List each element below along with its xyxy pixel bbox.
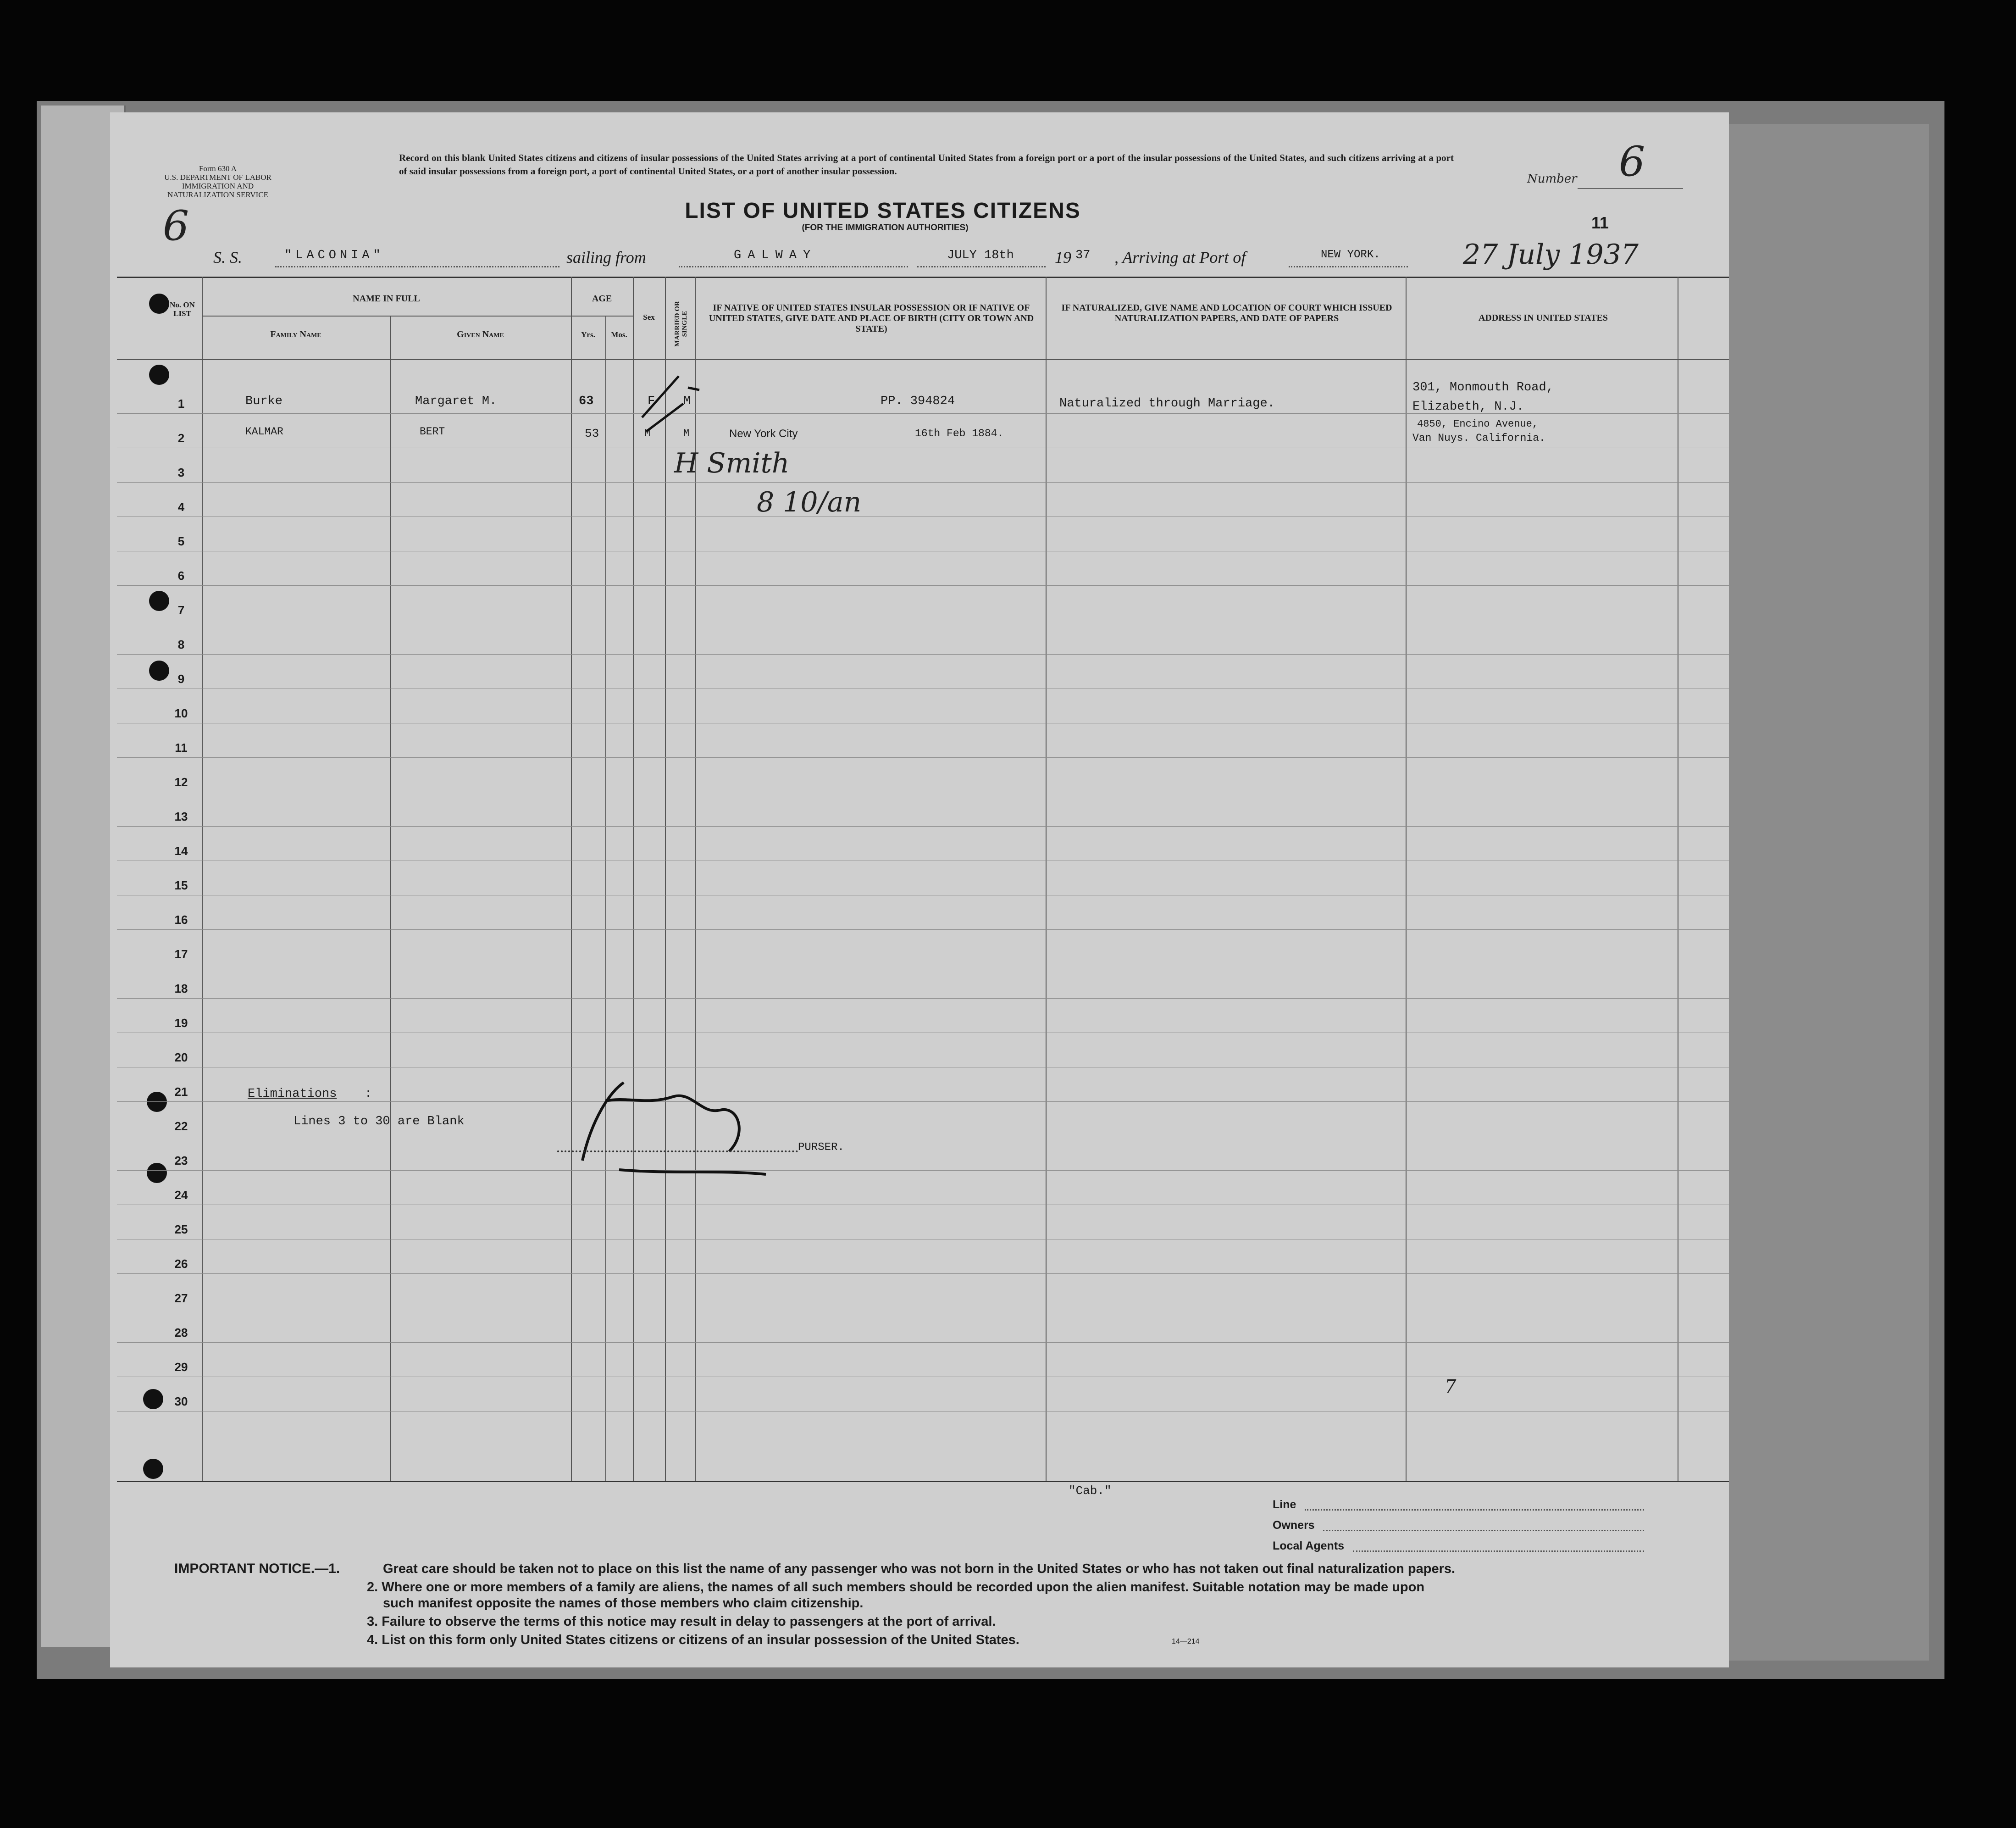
handwritten-mark: 7 (1445, 1376, 1457, 1397)
col-header-naturalized: IF NATURALIZED, GIVE NAME AND LOCATION OF COURT WHICH ISSUED NATURALIZATION PAPERS, AND DATE OF PAPERS (1061, 303, 1392, 323)
row-number: 26 (174, 1257, 188, 1271)
row-number: 11 (175, 741, 188, 755)
row-number: 18 (174, 982, 188, 995)
entry-2-sex: M (644, 428, 651, 439)
col-divider (665, 277, 666, 1481)
eliminations-text: Lines 3 to 30 are Blank (294, 1115, 465, 1128)
col-divider (1046, 277, 1047, 1481)
line-field (1305, 1509, 1644, 1511)
entry-2-age: 53 (585, 427, 599, 440)
page-title: LIST OF UNITED STATES CITIZENS (685, 199, 1081, 223)
row-rule (117, 1273, 1729, 1274)
entry-1-address-line1: 301, Monmouth Road, (1412, 381, 1554, 394)
col-header-native: IF NATIVE OF UNITED STATES INSULAR POSSESSION OR IF NATIVE OF UNITED STATES, GIVE DATE AND PLACE OF BIRTH (CITY OR TOWN AND STATE) (709, 303, 1034, 334)
ship-name: "LACONIA" (284, 249, 384, 262)
arriving-label: , Arriving at Port of (1114, 248, 1246, 267)
row-number: 25 (174, 1222, 188, 1236)
stamp-mark: 11 (1591, 213, 1609, 232)
row-rule (117, 585, 1729, 586)
col-header-family: Family Name (270, 329, 321, 339)
footer-code: 14—214 (1172, 1638, 1200, 1645)
row-rule (117, 1101, 1729, 1102)
row-number: 7 (177, 603, 185, 617)
local-agents-label: Local Agents (1273, 1539, 1345, 1552)
age-header-divider (571, 316, 633, 317)
col-divider (633, 277, 634, 1481)
col-divider (571, 277, 572, 1481)
row-rule (117, 757, 1729, 758)
ss-label: S. S. (213, 248, 242, 267)
entry-2-address-line2: Van Nuys. California. (1412, 432, 1545, 444)
entry-2-family-name: KALMAR (245, 426, 283, 438)
purser-label: PURSER. (798, 1141, 844, 1154)
entry-1-married: M (683, 394, 691, 408)
row-rule (117, 1170, 1729, 1171)
row-number: 28 (174, 1326, 188, 1339)
purser-signature (555, 1064, 784, 1183)
punch-hole (149, 365, 169, 385)
row-number: 2 (177, 431, 185, 445)
row-number: 20 (174, 1050, 188, 1064)
name-header-divider (202, 316, 608, 317)
row-number: 1 (177, 397, 185, 411)
number-value: 6 (1619, 138, 1645, 186)
row-number: 19 (174, 1016, 188, 1030)
row-number: 6 (177, 569, 185, 583)
page-subtitle: (FOR THE IMMIGRATION AUTHORITIES) (802, 223, 969, 233)
col-header-yrs: Yrs. (581, 330, 595, 339)
local-agents-field (1353, 1550, 1644, 1552)
header-bottom-border (117, 359, 1729, 360)
row-rule (117, 998, 1729, 999)
number-label: Number (1527, 172, 1577, 186)
owners-field (1323, 1530, 1644, 1531)
punch-hole (143, 1459, 163, 1479)
entry-1-naturalization: Naturalized through Marriage. (1059, 397, 1275, 411)
handwritten-annotation: 8 10/an (757, 486, 862, 518)
row-number: 12 (174, 775, 188, 789)
manifest-page (110, 112, 1729, 1667)
entry-1-address-line2: Elizabeth, N.J. (1412, 400, 1524, 414)
col-header-age: AGE (592, 294, 612, 304)
row-number: 17 (174, 947, 188, 961)
notice-item-3: 3. Failure to observe the terms of this notice may result in delay to passengers at the port of arrival. (367, 1614, 996, 1629)
row-number: 14 (174, 844, 188, 858)
year-suffix: 37 (1075, 249, 1091, 262)
col-header-address: ADDRESS IN UNITED STATES (1478, 313, 1608, 323)
notice-item-4: 4. List on this form only United States citizens or citizens of an insular possession of the United States. (367, 1633, 1019, 1647)
row-number: 27 (174, 1291, 188, 1305)
arrival-underline (1289, 266, 1408, 267)
date-underline (917, 266, 1046, 267)
row-rule (117, 929, 1729, 930)
row-number: 29 (174, 1360, 188, 1374)
col-header-no: No. ON LIST (170, 300, 195, 318)
row-number: 10 (174, 706, 188, 720)
table-bottom-border (117, 1481, 1729, 1482)
handwritten-check-marks (615, 362, 715, 445)
eliminations-colon: : (365, 1087, 372, 1101)
entry-1-sex: F (648, 394, 655, 408)
col-divider (390, 316, 391, 1481)
notice-item-1: Great care should be taken not to place on this list the name of any passenger who was not born in the United States or who has not taken out final naturalization papers. (383, 1561, 1456, 1576)
number-underline (1578, 188, 1683, 189)
class-note: "Cab." (1069, 1484, 1112, 1498)
notice-item-2: 2. Where one or more members of a family are aliens, the names of all such members should be recorded upon the alien manifest. Suitable notation may be made upon (367, 1580, 1425, 1595)
owners-label: Owners (1273, 1519, 1315, 1532)
row-number: 9 (177, 672, 185, 686)
row-number: 8 (177, 638, 185, 651)
year-prefix: 19 (1055, 248, 1071, 267)
col-header-name: NAME IN FULL (353, 294, 420, 304)
col-divider (605, 316, 606, 1481)
line-label: Line (1273, 1498, 1296, 1511)
col-header-mos: Mos. (611, 330, 627, 339)
row-number: 22 (174, 1119, 188, 1133)
row-number: 30 (174, 1395, 188, 1408)
entry-2-birthdate: 16th Feb 1884. (915, 428, 1004, 439)
col-divider (1406, 277, 1407, 1481)
departure-port: GALWAY (734, 249, 817, 262)
row-number: 3 (177, 466, 185, 479)
record-instructions: Record on this blank United States citizens and citizens of insular possessions of the United States arriving at a port of continental United States from a foreign port or a port of the insular possessions of the United States, and such citizens arriving at a port of said insular possessions from a foreign port, a port of continental United States, or a port of another insular possession. (399, 152, 1454, 177)
row-number: 16 (174, 913, 188, 927)
row-number: 23 (174, 1154, 188, 1167)
col-header-sex: Sex (643, 313, 655, 322)
entry-1-age: 63 (579, 394, 594, 408)
row-rule (117, 826, 1729, 827)
col-header-married: MARRIED OR SINGLE (674, 301, 688, 347)
row-number: 4 (177, 500, 185, 514)
row-number: 13 (174, 810, 188, 823)
row-number: 5 (177, 534, 185, 548)
row-rule (117, 654, 1729, 655)
port-underline (679, 266, 908, 267)
purser-signature-line (557, 1150, 798, 1152)
row-number: 21 (174, 1085, 188, 1099)
table-top-border (117, 277, 1729, 278)
notice-item-2-continued: such manifest opposite the names of those members who claim citizenship. (383, 1596, 864, 1611)
eliminations-label: Eliminations (248, 1087, 337, 1101)
row-rule (117, 482, 1729, 483)
right-page-edge (1724, 124, 1929, 1661)
sailing-from-label: sailing from (566, 248, 646, 267)
entry-1-given-name: Margaret M. (415, 394, 497, 408)
handwritten-inspector-name: H Smith (674, 447, 790, 479)
entry-1-family-name: Burke (245, 394, 283, 408)
notice-heading: IMPORTANT NOTICE.—1. (174, 1561, 340, 1576)
entry-1-passport: PP. 394824 (881, 394, 955, 408)
ship-underline (275, 266, 559, 267)
col-header-given: Given Name (457, 329, 504, 339)
arrival-port: NEW YORK. (1321, 249, 1380, 261)
entry-2-given-name: BERT (420, 426, 445, 438)
departure-date: JULY 18th (947, 249, 1014, 262)
entry-2-married: M (683, 428, 690, 439)
entry-2-address-line1: 4850, Encino Avenue, (1417, 418, 1539, 430)
row-number: 15 (174, 878, 188, 892)
corner-handwritten-number: 6 (163, 202, 189, 250)
handwritten-arrival-date: 27 July 1937 (1463, 239, 1639, 271)
entry-2-birthplace: New York City (729, 428, 798, 440)
form-identifier: Form 630 A U.S. DEPARTMENT OF LABOR IMMIGRATION AND NATURALIZATION SERVICE (164, 164, 271, 199)
row-rule (117, 1342, 1729, 1343)
row-number: 24 (174, 1188, 188, 1202)
